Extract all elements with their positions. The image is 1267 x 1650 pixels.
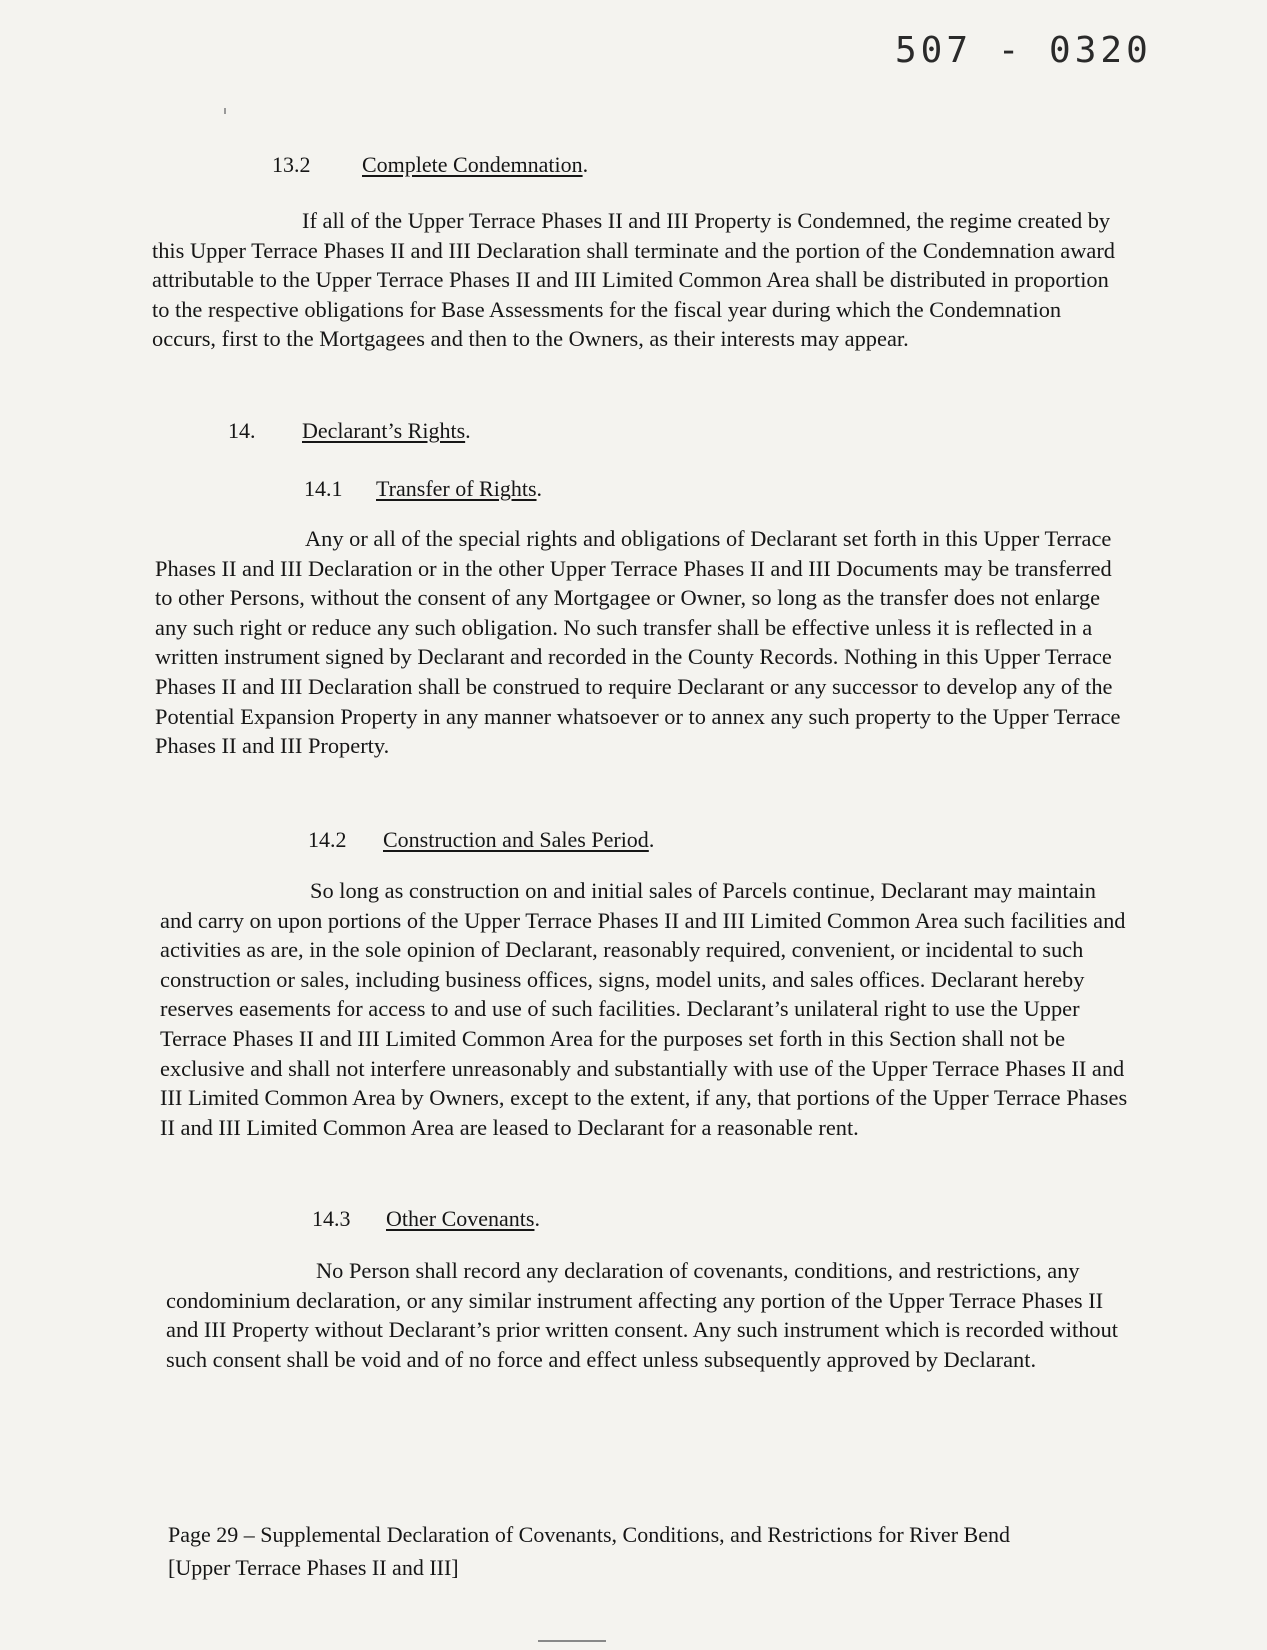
section-number: 14.2: [308, 827, 347, 852]
section-heading-14-1: [304, 476, 542, 502]
section-number: 14.: [228, 418, 256, 443]
paragraph-14-1: [155, 524, 1130, 761]
section-title: Declarant’s Rights: [302, 418, 466, 443]
section-suffix: .: [536, 476, 543, 501]
section-title: Construction and Sales Period: [383, 827, 649, 852]
page-footer: [168, 1518, 1128, 1584]
footer-line-2: [Upper Terrace Phases II and III]: [168, 1555, 459, 1580]
section-suffix: .: [648, 827, 655, 852]
section-title: Complete Condemnation: [362, 152, 583, 177]
section-title: Other Covenants: [386, 1206, 535, 1231]
section-heading-14-3: [312, 1206, 540, 1232]
section-heading-14: [228, 418, 471, 444]
scan-speck: [224, 108, 226, 114]
paragraph-text: If all of the Upper Terrace Phases II and III Property is Condemned, the regime created by this Upper Terrace Phases II and III Declaration shall terminate and the portion of the Condemnation award attributable to the Upper Terrace Phases II and III Limited Common Area shall be distributed in proportion to the respective obligations for Base Assessments for the fiscal year during which the Condemnation occurs, first to the Mortgagees and then to the Owners, as their interests may appear.: [152, 208, 1115, 352]
paragraph-13-2: [152, 206, 1127, 354]
section-heading-14-2: [308, 827, 654, 853]
section-title: Transfer of Rights: [376, 476, 537, 501]
paragraph-text: So long as construction on and initial sales of Parcels continue, Declarant may maintain and carry on upon portions of the Upper Terrace Phases II and III Limited Common Area such facilities and activities as are, in the sole opinion of Declarant, reasonably required, convenient, or incidental to such construction or sales, including business offices, signs, model units, and sales offices. Declarant hereby reserves easements for access to and use of such facilities. Declarant’s unilateral right to use the Upper Terrace Phases II and III Limited Common Area for the purposes set forth in this Section shall not be exclusive and shall not interfere unreasonably and substantially with use of the Upper Terrace Phases II and III Limited Common Area by Owners, except to the extent, if any, that portions of the Upper Terrace Phases II and III Limited Common Area are leased to Declarant for a reasonable rent.: [160, 878, 1128, 1140]
paragraph-14-3: [166, 1256, 1132, 1374]
section-number: 14.1: [304, 476, 343, 501]
section-suffix: .: [582, 152, 589, 177]
section-number: 14.3: [312, 1206, 351, 1231]
section-heading-13-2: [272, 152, 588, 178]
scan-artifact-line: [538, 1640, 606, 1642]
section-number: 13.2: [272, 152, 311, 177]
paragraph-text: No Person shall record any declaration of covenants, conditions, and restrictions, any condominium declaration, or any similar instrument affecting any portion of the Upper Terrace Phases II and III Property without Declarant’s prior written consent. Any such instrument which is recorded without such consent shall be void and of no force and effect unless subsequently approved by Declarant.: [166, 1258, 1119, 1372]
paragraph-14-2: [160, 876, 1132, 1142]
paragraph-text: Any or all of the special rights and obligations of Declarant set forth in this Upper Terrace Phases II and III Declaration or in the other Upper Terrace Phases II and III Documents may be transferred to other Persons, without the consent of any Mortgagee or Owner, so long as the transfer does not enlarge any such right or reduce any such obligation. No such transfer shall be effective unless it is reflected in a written instrument signed by Declarant and recorded in the County Records. Nothing in this Upper Terrace Phases II and III Declaration shall be construed to require Declarant or any successor to develop any of the Potential Expansion Property in any manner whatsoever or to annex any such property to the Upper Terrace Phases II and III Property.: [155, 526, 1121, 759]
recording-stamp: 507 - 0320: [895, 30, 1152, 71]
section-suffix: .: [534, 1206, 540, 1231]
footer-line-1: Page 29 – Supplemental Declaration of Covenants, Conditions, and Restrictions for River Bend: [168, 1522, 1010, 1547]
section-suffix: .: [465, 418, 471, 443]
